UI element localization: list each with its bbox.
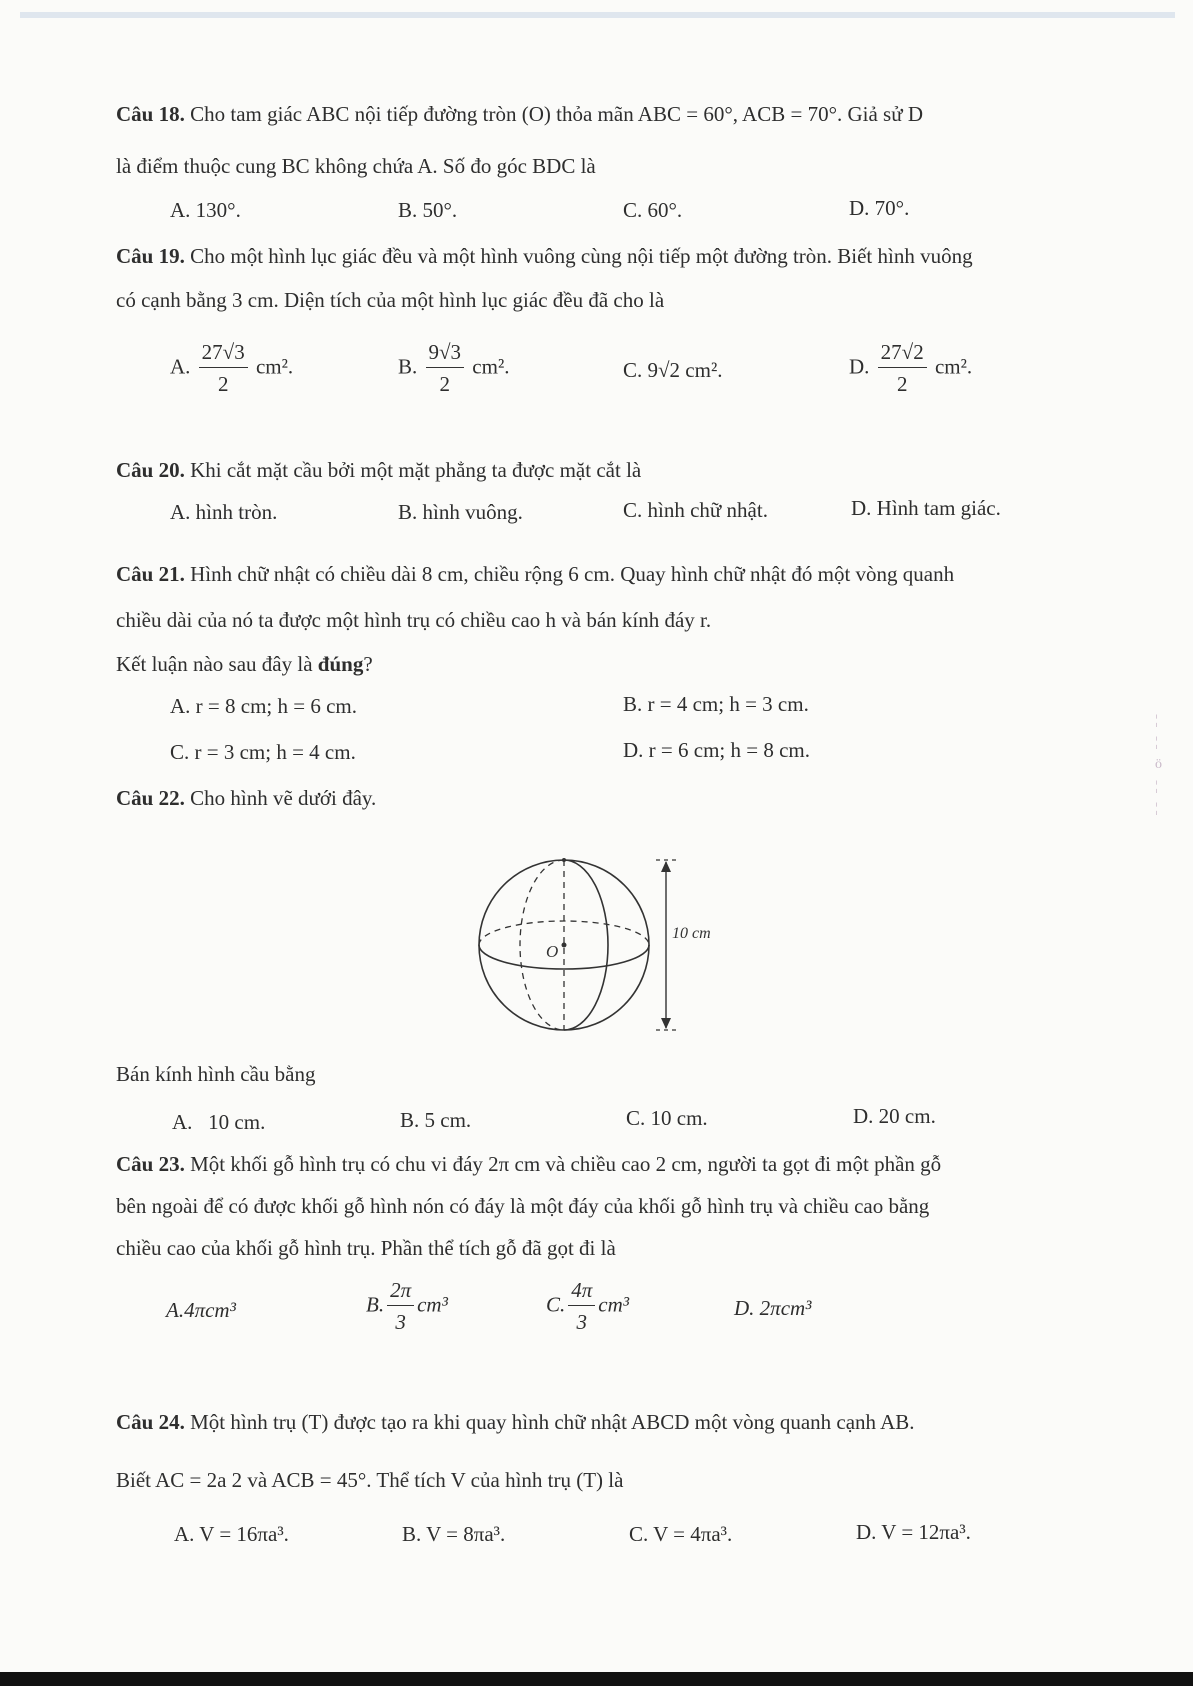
q22-option-d: D. 20 cm. (853, 1104, 936, 1128)
q23-option-c-letter: C. (546, 1292, 566, 1317)
q23-option-b (366, 1278, 448, 1335)
q19-option-c (623, 358, 723, 383)
q23-option-b-num: 2π (387, 1278, 414, 1306)
q18-option-b: B. 50°. (398, 198, 458, 222)
q20-number: Câu 20. (116, 458, 185, 482)
q23-line3: chiều cao của khối gỗ hình trụ. Phần thể tích gỗ đã gọt đi là (116, 1236, 616, 1260)
q23-option-b-den: 3 (395, 1310, 406, 1334)
q21-option-b: B. r = 4 cm; h = 3 cm. (623, 692, 809, 716)
q23-text-1: Một khối gỗ hình trụ có chu vi đáy 2π cm và chiều cao 2 cm, người ta gọt đi một phần gỗ (190, 1152, 942, 1176)
q19-option-d (849, 340, 972, 397)
center-point (562, 943, 567, 948)
q24-option-b: B. V = 8πa³. (402, 1522, 506, 1546)
q19-option-a-den: 2 (217, 372, 229, 396)
q19-line2: có cạnh bằng 3 cm. Diện tích của một hình lục giác đều đã cho là (116, 288, 665, 312)
q23-option-c-num: 4π (568, 1278, 595, 1306)
q22-option-b: B. 5 cm. (400, 1108, 472, 1132)
q23-option-d (734, 1296, 811, 1321)
q19-option-c-letter: C. (623, 358, 643, 382)
sphere-figure (460, 852, 740, 1038)
q19-option-b (398, 340, 510, 397)
q21-text-1: Hình chữ nhật có chiều dài 8 cm, chiều rộng 6 cm. Quay hình chữ nhật đó một vòng quanh (190, 562, 955, 586)
margin-scan-marks: ¦ ¦ ö ¦ ¦ (1155, 713, 1162, 816)
q19-option-b-den: 2 (439, 372, 451, 396)
q24-line2: Biết AC = 2a 2 và ACB = 45°. Thể tích V của hình trụ (T) là (116, 1468, 624, 1492)
q24-option-a: A. V = 16πa³. (174, 1522, 289, 1546)
q18-text-1: Cho tam giác ABC nội tiếp đường tròn (O) thỏa mãn ABC = 60°, ACB = 70°. Giả sử D (190, 102, 924, 126)
q23-option-a-letter: A. (166, 1298, 185, 1322)
q23-option-c (546, 1278, 629, 1335)
q23-option-a (166, 1298, 236, 1323)
q21-text-3: Kết luận nào sau đây là (116, 652, 313, 676)
q18-number: Câu 18. (116, 102, 185, 126)
q18-option-c: C. 60°. (623, 198, 683, 222)
q20-option-c: C. hình chữ nhật. (623, 498, 768, 522)
q24-text-1: Một hình trụ (T) được tạo ra khi quay hình chữ nhật ABCD một vòng quanh cạnh AB. (190, 1410, 915, 1434)
center-label: O (546, 942, 559, 961)
q21-line3 (116, 652, 1076, 677)
q19-option-b-num: 9√3 (426, 340, 465, 368)
q21-option-d: D. r = 6 cm; h = 8 cm. (623, 738, 810, 762)
q22-line1 (116, 786, 1076, 811)
q21-line2: chiều dài của nó ta được một hình trụ có chiều cao h và bán kính đáy r. (116, 608, 712, 632)
q19-option-a (170, 340, 293, 397)
q19-option-d-fraction (878, 340, 927, 397)
q23-option-c-unit: cm³ (598, 1292, 630, 1317)
q23-option-b-fraction (387, 1278, 414, 1335)
q23-option-b-unit: cm³ (417, 1292, 448, 1317)
q24-line1 (116, 1410, 1076, 1435)
q21-text-3-bold: đúng (317, 652, 364, 676)
top-point (562, 858, 566, 862)
q22-option-c: C. 10 cm. (626, 1106, 708, 1130)
q18-option-a: A. 130°. (170, 198, 241, 222)
q18-line1 (116, 102, 1076, 127)
q20-option-a: A. hình tròn. (170, 500, 278, 524)
q23-option-c-den: 3 (576, 1310, 588, 1334)
q18-line2: là điểm thuộc cung BC không chứa A. Số đo góc BDC là (116, 154, 596, 178)
q20-line1 (116, 458, 1076, 483)
q19-text-1: Cho một hình lục giác đều và một hình vuông cùng nội tiếp một đường tròn. Biết hình vuông (190, 244, 973, 268)
q22-number: Câu 22. (116, 786, 185, 810)
q19-line1 (116, 244, 1076, 269)
q21-number: Câu 21. (116, 562, 185, 586)
q23-line1 (116, 1152, 1076, 1177)
meridian-front (564, 860, 608, 1030)
q21-text-3-end: ? (363, 652, 373, 676)
q24-option-d: D. V = 12πa³. (856, 1520, 971, 1544)
q21-line1 (116, 562, 1076, 587)
q19-option-d-den: 2 (896, 372, 908, 396)
q19-option-d-num: 27√2 (878, 340, 927, 368)
q20-text-1: Khi cắt mặt cầu bởi một mặt phẳng ta được mặt cắt là (190, 458, 642, 482)
q23-number: Câu 23. (116, 1152, 185, 1176)
q20-option-b: B. hình vuông. (398, 500, 523, 524)
q20-option-d: D. Hình tam giác. (851, 496, 1001, 520)
q22-option-a: A. 10 cm. (172, 1110, 266, 1134)
q24-option-c: C. V = 4πa³. (629, 1522, 733, 1546)
q23-option-b-letter: B. (366, 1292, 385, 1317)
q19-option-a-num: 27√3 (199, 340, 248, 368)
arrow-up-icon (661, 861, 671, 872)
q23-option-c-fraction (568, 1278, 595, 1335)
q19-option-b-letter: B. (398, 354, 418, 379)
q21-option-c: C. r = 3 cm; h = 4 cm. (170, 740, 356, 764)
q18-option-d: D. 70°. (849, 196, 910, 220)
q23-option-a-text: 4πcm³ (184, 1298, 236, 1322)
dimension-label: 10 cm (672, 925, 711, 942)
q19-option-a-letter: A. (170, 354, 191, 379)
q21-option-a: A. r = 8 cm; h = 6 cm. (170, 694, 357, 718)
q19-number: Câu 19. (116, 244, 185, 268)
arrow-down-icon (661, 1018, 671, 1029)
q19-option-d-letter: D. (849, 354, 870, 379)
q24-number: Câu 24. (116, 1410, 185, 1434)
q19-option-a-unit: cm². (255, 354, 294, 379)
scan-artifact-bar (20, 12, 1175, 18)
q19-option-a-fraction (199, 340, 248, 397)
q22-text-1: Cho hình vẽ dưới đây. (190, 786, 377, 810)
q19-option-b-unit: cm². (472, 354, 510, 379)
q19-option-c-text: 9√2 cm². (647, 358, 723, 382)
q23-line2: bên ngoài để có được khối gỗ hình nón có đáy là một đáy của khối gỗ hình trụ và chiều cao bằng (116, 1194, 930, 1218)
q23-option-d-letter: D. (734, 1296, 755, 1320)
q23-option-d-text: 2πcm³ (759, 1296, 812, 1320)
q19-option-d-unit: cm². (934, 354, 973, 379)
scan-bottom-edge (0, 1672, 1193, 1686)
q22-line2: Bán kính hình cầu bằng (116, 1062, 316, 1086)
q19-option-b-fraction (426, 340, 465, 397)
